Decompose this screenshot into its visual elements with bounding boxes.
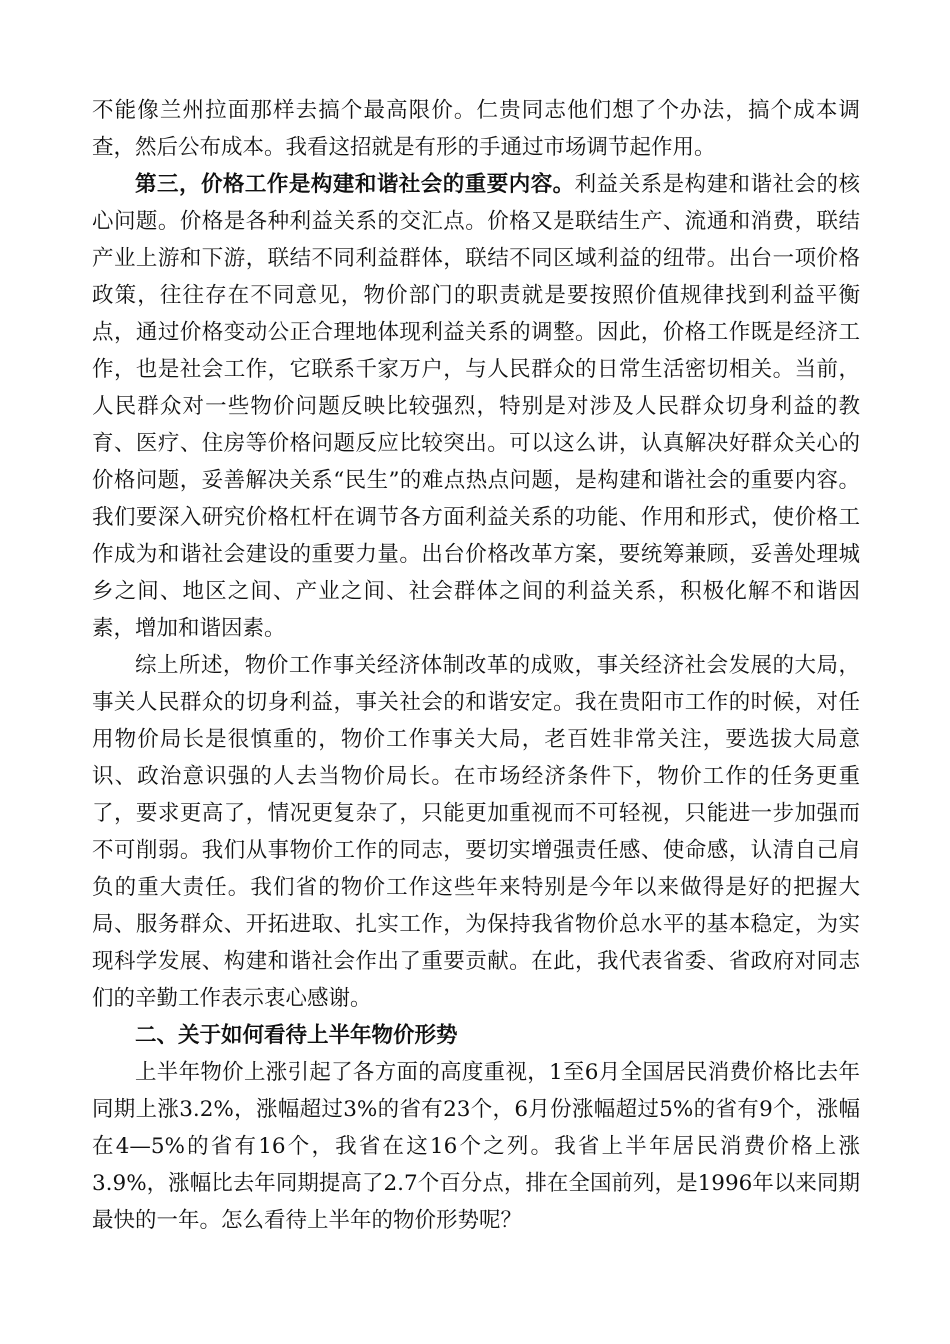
paragraph-continuation: 不能像兰州拉面那样去搞个最高限价。仁贵同志他们想了个办法，搞个成本调查，然后公布成本。我看这招就是有形的手通过市场调节起作用。 <box>92 98 860 160</box>
document-page <box>92 92 860 1239</box>
section-heading: 二、关于如何看待上半年物价形势 <box>135 1023 458 1048</box>
paragraph-summary: 综上所述，物价工作事关经济体制改革的成败，事关经济社会发展的大局，事关人民群众的切身利益，事关社会的和谐安定。我在贵阳市工作的时候，对任用物价局长是很慎重的，物价工作事关大局，老百姓非常关注，要选拔大局意识、政治意识强的人去当物价局长。在市场经济条件下，物价工作的任务更重了，要求更高了，情况更复杂了，只能更加重视而不可轻视，只能进一步加强而不可削弱。我们从事物价工作的同志，要切实增强责任感、使命感，认清自己肩负的重大责任。我们省的物价工作这些年来特别是今年以来做得是好的把握大局、服务群众、开拓进取、扎实工作，为保持我省物价总水平的基本稳定，为实现科学发展、构建和谐社会作出了重要贡献。在此，我代表省委、省政府对同志们的辛勤工作表示衷心感谢。 <box>92 653 860 1011</box>
paragraph-point-three <box>92 166 860 647</box>
paragraph-body: 利益关系是构建和谐社会的核心问题。价格是各种利益关系的交汇点。价格又是联结生产、流通和消费，联结产业上游和下游，联结不同利益群体，联结不同区域利益的纽带。出台一项价格政策，往往存在不同意见，物价部门的职责就是要按照价值规律找到利益平衡点，通过价格变动公正合理地体现利益关系的调整。因此，价格工作既是经济工作，也是社会工作，它联系千家万户，与人民群众的日常生活密切相关。当前，人民群众对一些物价问题反映比较强烈，特别是对涉及人民群众切身利益的教育、医疗、住房等价格问题反应比较突出。可以这么讲，认真解决好群众关心的价格问题，妥善解决关系“民生”的难点热点问题，是构建和谐社会的重要内容。我们要深入研究价格杠杆在调节各方面利益关系的功能、作用和形式，使价格工作成为和谐社会建设的重要力量。出台价格改革方案，要统筹兼顾，妥善处理城乡之间、地区之间、产业之间、社会群体之间的利益关系，积极化解不和谐因素，增加和谐因素。 <box>92 172 860 641</box>
paragraph-lead-bold: 第三，价格工作是构建和谐社会的重要内容。 <box>135 172 575 197</box>
paragraph-price-situation: 上半年物价上涨引起了各方面的高度重视，1至6月全国居民消费价格比去年同期上涨3.2%，涨幅超过3%的省有23个，6月份涨幅超过5%的省有9个，涨幅在4—5%的省有16个，我省在这16个之列。我省上半年居民消费价格上涨3.9%，涨幅比去年同期提高了2.7个百分点，排在全国前列，是1996年以来同期最快的一年。怎么看待上半年的物价形势呢？ <box>92 1060 860 1233</box>
